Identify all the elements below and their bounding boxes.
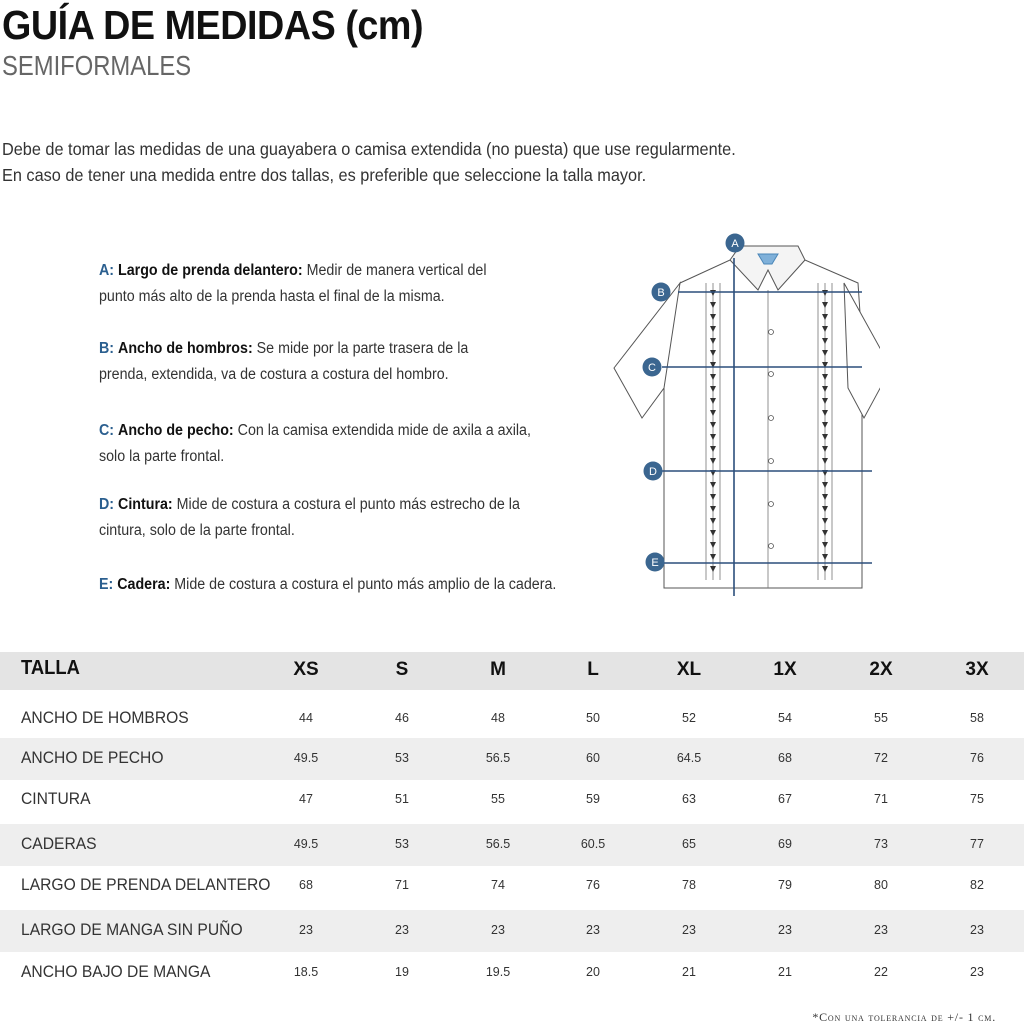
measure-value: 47: [299, 792, 313, 806]
measure-value: 82: [970, 878, 984, 892]
shirt-button: [769, 544, 774, 549]
measure-value: 76: [970, 751, 984, 765]
measure-value: 55: [874, 711, 888, 725]
page-title: GUÍA DE MEDIDAS (cm): [2, 2, 424, 48]
measure-value: 80: [874, 878, 888, 892]
definition-letter: D:: [99, 496, 115, 513]
marker-b-label: B: [657, 287, 665, 299]
measure-value: 50: [586, 711, 600, 725]
measure-value: 68: [778, 751, 792, 765]
measure-value: 68: [299, 878, 313, 892]
size-header: 2X: [869, 659, 893, 680]
measure-value: 56.5: [485, 837, 511, 851]
definition-letter: E:: [99, 576, 114, 593]
shirt-button: [769, 459, 774, 464]
definition-term: Ancho de pecho:: [118, 422, 234, 439]
marker-e: [646, 553, 665, 572]
measure-label: LARGO DE MANGA SIN PUÑO: [21, 920, 243, 939]
measure-value: 78: [682, 878, 696, 892]
measure-value: 23: [586, 923, 600, 937]
definition-letter: C:: [99, 422, 115, 439]
measure-value: 79: [778, 878, 792, 892]
measure-value: 52: [682, 711, 696, 725]
table-row: [0, 702, 1024, 736]
definition-text: Se mide por la parte trasera de la: [256, 340, 469, 357]
table-header-row: [0, 652, 1024, 690]
marker-d: [644, 462, 663, 481]
definition-term: Largo de prenda delantero:: [118, 262, 303, 279]
measure-value: 51: [395, 792, 409, 806]
measure-value: 60: [586, 751, 600, 765]
definition-item: [99, 418, 531, 470]
measure-value: 71: [395, 878, 409, 892]
marker-a: [726, 234, 745, 253]
measure-value: 19.5: [485, 965, 511, 979]
size-header: M: [490, 659, 506, 680]
size-header: XL: [676, 659, 702, 680]
measure-value: 65: [682, 837, 696, 851]
definition-item: [99, 492, 520, 544]
shirt-button: [769, 502, 774, 507]
size-header: 1X: [773, 659, 797, 680]
measure-value: 23: [970, 923, 984, 937]
page-subtitle: SEMIFORMALES: [2, 50, 192, 81]
measure-value: 23: [395, 923, 409, 937]
measure-value: 67: [778, 792, 792, 806]
definition-item: [99, 572, 556, 598]
measure-value: 77: [970, 837, 984, 851]
measure-value: 55: [491, 792, 505, 806]
measure-value: 49.5: [293, 751, 319, 765]
definition-letter: B:: [99, 340, 115, 357]
measure-value: 63: [682, 792, 696, 806]
definition-text: prenda, extendida, va de costura a costura del hombro.: [99, 366, 449, 383]
measure-label: LARGO DE PRENDA DELANTERO: [21, 875, 271, 894]
measure-value: 23: [874, 923, 888, 937]
measure-value: 20: [586, 965, 600, 979]
measure-value: 53: [395, 751, 409, 765]
definition-text: Con la camisa extendida mide de axila a axila,: [237, 422, 531, 439]
marker-b: [652, 283, 671, 302]
measure-value: 49.5: [293, 837, 319, 851]
measure-label: ANCHO DE HOMBROS: [21, 708, 189, 727]
definition-letter: A:: [99, 262, 115, 279]
table-row: [0, 824, 1024, 866]
table-row: [0, 738, 1024, 780]
measure-value: 72: [874, 751, 888, 765]
measure-value: 53: [395, 837, 409, 851]
definition-term: Cintura:: [118, 496, 173, 513]
measure-value: 21: [682, 965, 696, 979]
measure-value: 18.5: [293, 965, 319, 979]
marker-e-label: E: [651, 557, 659, 569]
shirt-button: [769, 372, 774, 377]
measure-value: 22: [874, 965, 888, 979]
measure-label: ANCHO DE PECHO: [21, 748, 164, 767]
measure-value: 54: [778, 711, 792, 725]
tolerance-footnote: *Con una tolerancia de +/- 1 cm.: [812, 1010, 996, 1024]
table-row: [0, 780, 1024, 820]
measure-value: 64.5: [676, 751, 702, 765]
definition-text: solo la parte frontal.: [99, 448, 225, 465]
shirt-button: [769, 330, 774, 335]
measure-value: 76: [586, 878, 600, 892]
measure-value: 56.5: [485, 751, 511, 765]
measure-value: 23: [491, 923, 505, 937]
table-header-label: TALLA: [21, 657, 80, 679]
measure-value: 23: [778, 923, 792, 937]
size-header: S: [395, 659, 409, 680]
measure-value: 58: [970, 711, 984, 725]
definition-item: [99, 336, 468, 388]
measure-value: 23: [299, 923, 313, 937]
measure-value: 19: [395, 965, 409, 979]
measure-value: 73: [874, 837, 888, 851]
definition-text: Medir de manera vertical del: [306, 262, 487, 279]
size-header: L: [587, 659, 599, 680]
measure-value: 23: [970, 965, 984, 979]
marker-c: [643, 358, 662, 377]
definition-text: punto más alto de la prenda hasta el final de la misma.: [99, 288, 445, 305]
table-row: [0, 866, 1024, 906]
intro-line: Debe de tomar las medidas de una guayabera o camisa extendida (no puesta) que use regularmente.: [2, 139, 736, 159]
definition-text: Mide de costura a costura el punto más amplio de la cadera.: [174, 576, 557, 593]
intro-line: En caso de tener una medida entre dos tallas, es preferible que seleccione la talla mayor.: [2, 165, 647, 185]
table-row: [0, 953, 1024, 993]
measure-value: 46: [395, 711, 409, 725]
measure-value: 74: [491, 878, 505, 892]
measure-value: 21: [778, 965, 792, 979]
definition-text: cintura, solo de la parte frontal.: [99, 522, 295, 539]
definition-item: [99, 258, 487, 310]
measure-value: 59: [586, 792, 600, 806]
measure-label: CADERAS: [21, 834, 97, 853]
shirt-diagram: [600, 228, 880, 598]
definition-text: Mide de costura a costura el punto más estrecho de la: [176, 496, 520, 513]
definition-term: Ancho de hombros:: [118, 340, 253, 357]
size-header: XS: [293, 659, 319, 680]
marker-d-label: D: [649, 466, 657, 478]
measure-value: 60.5: [580, 837, 606, 851]
marker-c-label: C: [648, 362, 656, 374]
measure-value: 23: [682, 923, 696, 937]
measure-value: 75: [970, 792, 984, 806]
shirt-button: [769, 416, 774, 421]
measure-value: 69: [778, 837, 792, 851]
marker-a-label: A: [731, 238, 739, 250]
measure-value: 48: [491, 711, 505, 725]
size-header: 3X: [965, 659, 989, 680]
intro-text: [2, 136, 736, 188]
table-row: [0, 910, 1024, 952]
measure-value: 71: [874, 792, 888, 806]
measure-label: ANCHO BAJO DE MANGA: [21, 962, 211, 981]
measure-label: CINTURA: [21, 789, 91, 808]
measure-value: 44: [299, 711, 313, 725]
definition-term: Cadera:: [117, 576, 171, 593]
